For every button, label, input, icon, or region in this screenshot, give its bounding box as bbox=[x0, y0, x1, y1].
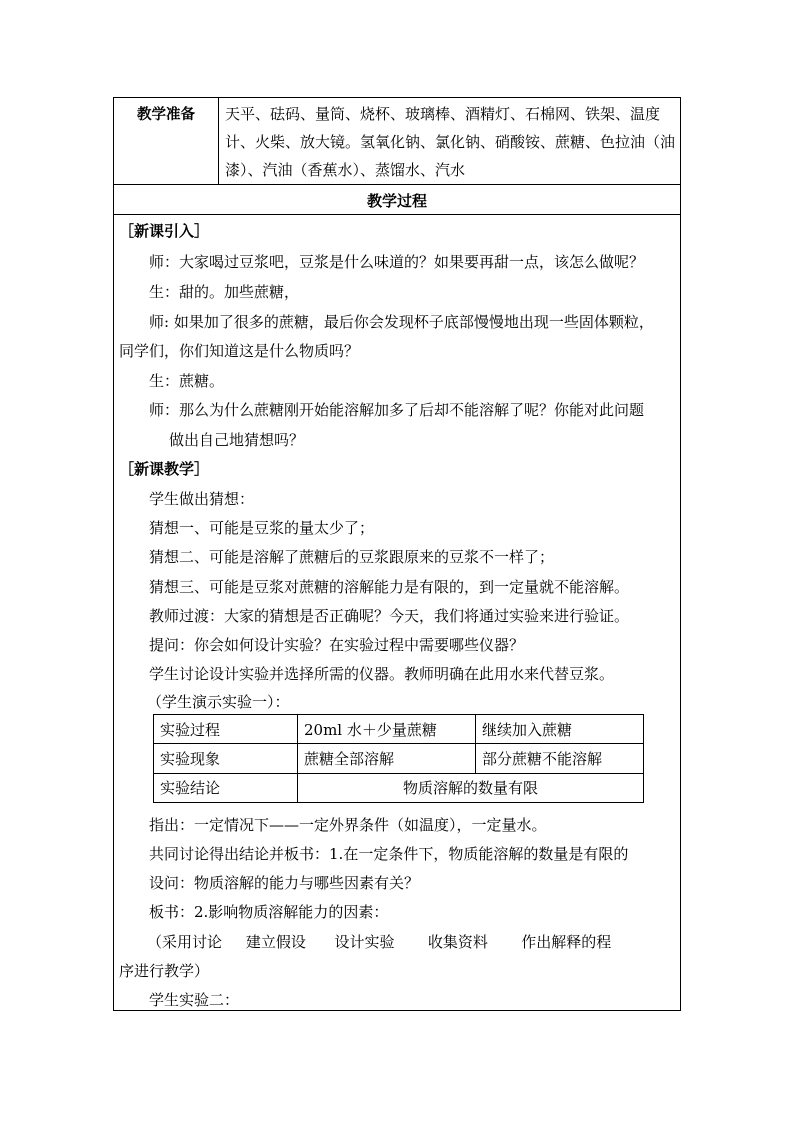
intro-line: 做出自己地猜想吗？ bbox=[169, 431, 305, 449]
table-row bbox=[154, 715, 644, 744]
divider bbox=[114, 214, 680, 215]
intro-line: 同学们，你们知道这是什么物质吗？ bbox=[119, 342, 360, 360]
teaching-line: 板书：2.影响物质溶解能力的因素： bbox=[149, 903, 389, 921]
teaching-line: 猜想二、可能是溶解了蔗糖后的豆浆跟原来的豆浆不一样了； bbox=[149, 548, 555, 566]
table-cell: 实验现象 bbox=[154, 744, 298, 773]
teaching-line: 设问：物质溶解的能力与哪些因素有关？ bbox=[149, 874, 420, 892]
teaching-line: （采用讨论 建立假设 设计实验 收集资料 作出解释的程 bbox=[147, 933, 612, 951]
intro-line: 师：那么为什么蔗糖刚开始能溶解加多了后却不能溶解了呢？你能对此问题 bbox=[149, 401, 645, 419]
intro-line: 师: 如果加了很多的蔗糖，最后你会发现杯子底部慢慢地出现一些固体颗粒， bbox=[149, 313, 654, 331]
teaching-line: 提问：你会如何设计实验？在实验过程中需要哪些仪器？ bbox=[149, 636, 525, 654]
table-row bbox=[154, 744, 644, 773]
table-cell: 物质溶解的数量有限 bbox=[298, 773, 644, 802]
teaching-line: 学生讨论设计实验并选择所需的仪器。教师明确在此用水来代替豆浆。 bbox=[149, 665, 615, 683]
lesson-plan-page bbox=[113, 97, 681, 1011]
process-title: 教学过程 bbox=[366, 192, 427, 210]
intro-line: 生：蔗糖。 bbox=[149, 372, 225, 390]
table-cell: 蔗糖全部溶解 bbox=[298, 744, 476, 773]
teaching-line: 指出：一定情况下——一定外界条件（如温度），一定量水。 bbox=[149, 816, 547, 834]
teaching-heading: ［新课教学］ bbox=[119, 460, 210, 478]
teaching-line: 序进行教学） bbox=[119, 962, 210, 980]
teaching-line: 共同讨论得出结论并板书：1.在一定条件下，物质能溶解的数量是有限的 bbox=[149, 845, 629, 863]
teaching-line: 猜想三、可能是豆浆对蔗糖的溶解能力是有限的，到一定量就不能溶解。 bbox=[149, 578, 630, 596]
teaching-line: 猜想一、可能是豆浆的量太少了； bbox=[149, 519, 375, 537]
teaching-line: （学生演示实验一）： bbox=[147, 693, 290, 711]
teaching-line: 学生做出猜想： bbox=[149, 490, 255, 508]
intro-line: 师：大家喝过豆浆吧，豆浆是什么味道的？如果要再甜一点，该怎么做呢？ bbox=[149, 253, 645, 271]
table-cell: 继续加入蔗糖 bbox=[476, 715, 644, 744]
table-cell: 20ml 水＋少量蔗糖 bbox=[298, 715, 476, 744]
prep-materials-text: 天平、砝码、量筒、烧杯、玻璃棒、酒精灯、石棉网、铁架、温度计、火柴、放大镜。氢氧化钠、氯化钠、硝酸铵、蔗糖、色拉油（油漆）、汽油（香蕉水）、蒸馏水、汽水 bbox=[225, 105, 676, 179]
prep-label: 教学准备 bbox=[114, 97, 219, 184]
table-cell: 实验结论 bbox=[154, 773, 298, 802]
intro-line: 生：甜的。加些蔗糖， bbox=[149, 283, 300, 301]
table-cell: 部分蔗糖不能溶解 bbox=[476, 744, 644, 773]
teaching-line: 学生实验二： bbox=[149, 991, 240, 1009]
experiment-table bbox=[153, 714, 644, 803]
divider bbox=[114, 184, 680, 185]
table-row bbox=[154, 773, 644, 802]
intro-heading: ［新课引入］ bbox=[119, 222, 210, 240]
teaching-line: 教师过渡：大家的猜想是否正确呢？今天，我们将通过实验来进行验证。 bbox=[149, 607, 630, 625]
table-cell: 实验过程 bbox=[154, 715, 298, 744]
